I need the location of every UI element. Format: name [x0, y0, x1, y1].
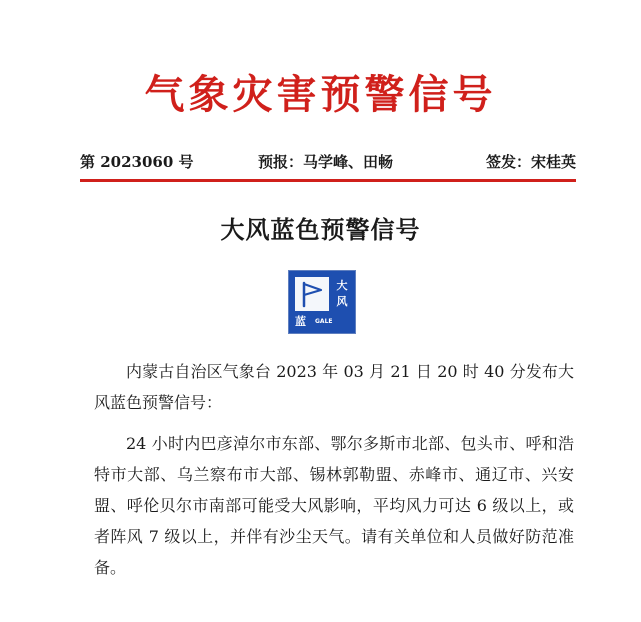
wind-flag-icon — [295, 277, 329, 311]
gale-blue-warning-badge — [288, 270, 356, 334]
signer-name: 签发：宋桂英 — [485, 153, 576, 171]
badge-char-bottom: 风 — [336, 295, 348, 308]
forecaster-names: 预报：马学峰、田畅 — [258, 153, 394, 171]
warning-details-paragraph: 24 小时内巴彦淖尔市东部、鄂尔多斯市北部、包头市、呼和浩特市大部、乌兰察布市大部、锡林郭勒盟、赤峰市、通辽市、兴安盟、呼伦贝尔市南部可能受大风影响，平均风力可达 6 级以上，或者阵风 7 级以上，并伴有沙尘天气。请有关单位和人员做好防范准备。 — [94, 434, 574, 577]
issuance-paragraph: 内蒙古自治区气象台 2023 年 03 月 21 日 20 时 40 分发布大风蓝色预警信号： — [94, 362, 574, 412]
badge-char-top: 大 — [336, 279, 348, 292]
document-number: 第 2023060 号 — [80, 153, 194, 171]
badge-english-label: GALE — [315, 318, 333, 325]
document-meta-row — [80, 150, 576, 174]
document-header-title: 气象灾害预警信号 — [144, 71, 497, 118]
header-divider — [80, 179, 576, 182]
badge-level-char: 蓝 — [295, 315, 306, 328]
signal-title: 大风蓝色预警信号 — [220, 215, 421, 244]
